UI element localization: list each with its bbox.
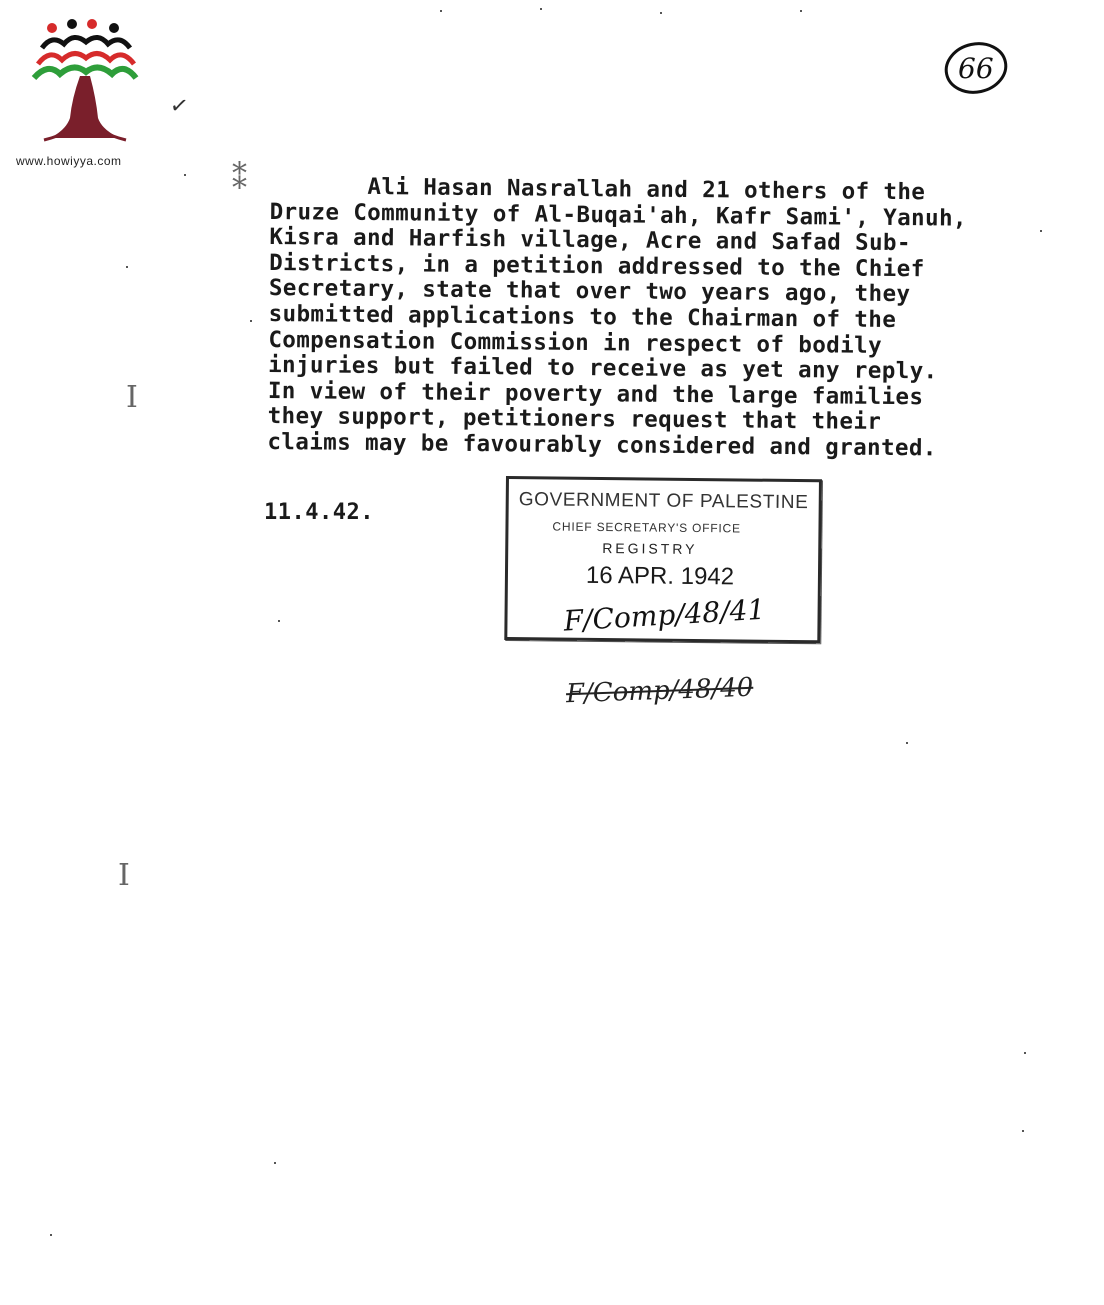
stamp-office: CHIEF SECRETARY'S OFFICE [552,519,741,536]
petition-line: In view of their poverty and the large families [267,377,924,411]
petition-line: they support, petitioners request that their [267,403,882,436]
scan-speck [1040,230,1042,232]
petition-line: Kisra and Harfish village, Acre and Safad Sub- [269,224,912,257]
scan-speck [1024,1052,1026,1054]
document-date: 11.4.42. [264,500,374,525]
tree-people-logo-icon [34,19,136,140]
petition-line: Compensation Commission in respect of bodily [268,326,883,359]
stamp-date: 16 APR. 1942 [585,561,735,591]
howiyya-logo [30,18,140,148]
page-number-circled [940,38,1010,96]
registry-stamp [504,476,822,643]
scan-speck [184,174,186,176]
scan-speck [1022,1130,1024,1132]
scan-speck [540,8,542,10]
struck-file-reference: F/Comp/48/40 [565,672,754,710]
watermark-site-url: www.howiyya.com [16,154,122,168]
scan-speck [274,1162,276,1164]
petition-line: claims may be favourably considered and granted. [267,428,937,462]
scan-speck [906,742,908,744]
scan-speck [50,1234,52,1236]
scan-speck [660,12,662,14]
margin-punch-mark-icon: I [126,380,138,415]
stamp-government: GOVERNMENT OF PALESTINE [518,489,809,514]
page-number: 66 [958,52,994,85]
petition-line: Districts, in a petition addressed to the Chief [269,249,925,283]
petition-line: Druze Community of Al-Buqai'ah, Kafr Sami', Yanuh, [269,198,968,232]
scan-speck [126,266,128,268]
scan-speck [800,10,802,12]
stamp-registry: REGISTRY [602,540,698,558]
petition-line: injuries but failed to receive as yet any reply. [268,352,938,385]
check-mark-icon: ✓ [168,92,191,121]
petition-line: Ali Hasan Nasrallah and 21 others of the [269,173,926,206]
scan-speck [278,620,280,622]
margin-punch-mark-icon: I [118,858,130,893]
margin-punch-mark-icon: ⁑ [232,162,247,197]
scan-speck [440,10,442,12]
scan-speck [250,320,252,322]
stamp-file-reference: F/Comp/48/41 [562,592,767,638]
petition-line: submitted applications to the Chairman of the [268,300,897,333]
petition-summary [267,174,1030,463]
petition-line: Secretary, state that over two years ago, they [268,275,911,308]
